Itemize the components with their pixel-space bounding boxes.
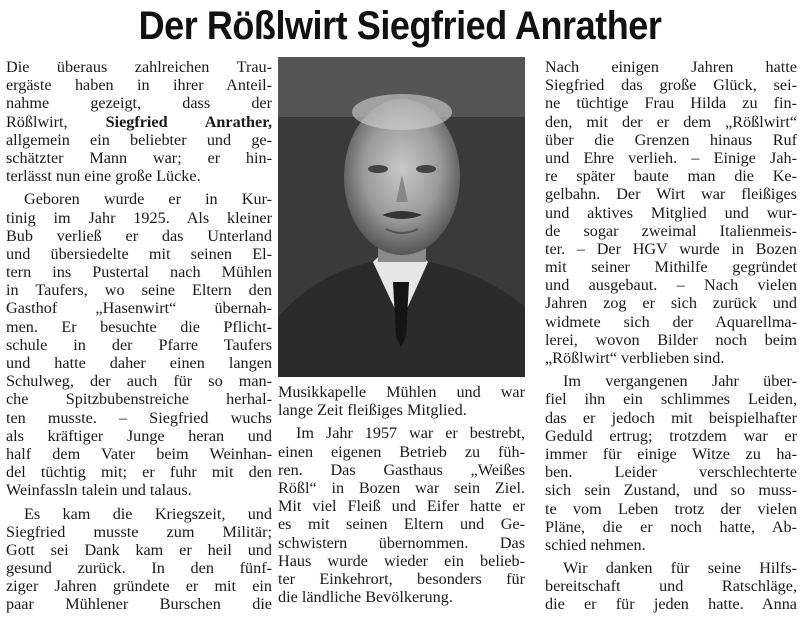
text-line [545,240,797,258]
text-line [545,113,797,131]
text-line [545,577,797,595]
text-line [545,222,797,240]
text-line-content: sich sein Zustand, und so muss- [545,481,797,500]
text-line [545,536,797,554]
text-line-content: lerei, wovon Bilder noch beim [545,330,797,349]
text-line-content: es mit seinen Eltern und Ge- [278,515,525,534]
text-line [545,518,797,536]
text-line [6,445,272,463]
text-line-content: „Rößlwirt“ verblieben sind. [545,349,725,367]
text-line-content: fiel ihn ein schlimmes Leiden, [545,390,797,409]
paragraph [6,505,272,614]
text-line-content: Wir danken für seine Hilfs- [563,559,797,578]
text-line [6,409,272,427]
text-line [545,349,797,367]
text-line-content: Die überaus zahlreichen Trau- [6,58,272,76]
text-line-content: schwistern übernommen. Das [278,533,525,552]
article-column-2 [278,383,525,611]
text-line [545,331,797,349]
text-line-content: Weinfassln talein und talaus. [6,481,192,500]
text-line-content: ben. Leider verschlechterte [545,463,797,482]
text-line [6,481,272,499]
text-line [545,167,797,185]
text-line [6,505,272,523]
text-line [545,185,797,203]
paragraph [6,58,272,185]
text-line [6,190,272,208]
text-line [6,281,272,299]
text-line-content: Gasthof „Hasenwirt“ übernah- [6,299,272,318]
text-line [278,515,525,533]
text-line [6,595,272,613]
text-line [6,559,272,577]
text-line [6,390,272,408]
text-line [6,76,272,94]
text-line-content: bereitschaft und Ratschläge, [545,577,797,596]
text-line [6,523,272,541]
text-line-content: ziger Jahren gründete er mit ein [6,577,272,596]
text-line [545,204,797,222]
text-line-content: Jahren zog er sich zurück und [545,294,797,313]
text-line [278,588,525,606]
text-line [6,94,272,112]
text-line-content: immer für einige Witze zu ha- [545,444,797,463]
text-line [6,299,272,317]
text-line-content: den, mit der er dem „Rößlwirt“ [545,112,797,131]
paragraph [545,58,797,367]
text-line [545,559,797,577]
text-line [545,149,797,167]
text-line [545,427,797,445]
text-line-content: ter. – Der HGV wurde in Bozen [545,239,797,258]
text-line [6,541,272,559]
text-line-content: ergäste haben in ihrer Anteil- [6,76,272,95]
text-line-content: Bub verließ er das Unterland [6,226,272,245]
text-line-content: re später baute man die Ke- [545,167,797,186]
text-line-content: und ausgebaut. – Nach vielen [545,276,797,295]
text-line-content: Im vergangenen Jahr über- [563,372,797,391]
text-line-content: allgemein ein beliebter und ge- [6,130,272,149]
text-line-content: del tüchtig mit; er fuhr mit den [6,463,272,482]
text-line [278,424,525,442]
text-line-content: half dem Vater beim Weinhan- [6,444,272,463]
text-line-content: tinig im Jahr 1925. Als kleiner [6,208,272,227]
text-line-content: und Ehre verlieh. – Einige Jah- [545,148,797,167]
text-line [545,390,797,408]
text-line [6,336,272,354]
text-line-content: nahme gezeigt, dass der [6,94,272,113]
paragraph [278,424,525,606]
text-line-content: schätzter Mann war; er hin- [6,148,272,167]
text-line [545,58,797,76]
text-line [6,227,272,245]
text-line-content: und hatte daher einen langen [6,354,272,372]
text-line [545,313,797,331]
text-line [545,76,797,94]
text-line-content: ne tüchtige Frau Hilda zu fin- [545,94,797,113]
text-line-content: Im Jahr 1957 war er bestrebt, [296,424,525,443]
text-line [6,245,272,263]
text-line [545,372,797,390]
text-line-content: ren. Das Gasthaus „Weißes [278,460,525,479]
text-line-content: gesund zurück. In den fünf- [6,559,272,578]
text-line-content: paar Mühlener Burschen die [6,595,272,614]
text-line-content: und übersiedelte mit seinen El- [6,244,272,263]
text-line [278,497,525,515]
text-line-content: Nach einigen Jahren hatte [545,58,797,76]
text-line [278,383,525,401]
text-line [6,463,272,481]
text-line-content: tern ins Pustertal nach Mühlen [6,263,272,282]
text-line-content: schule in der Pfarre Taufers [6,335,272,354]
article-headline: Der Rößlwirt Siegfried Anrather [138,4,662,48]
text-line [6,167,272,185]
text-line [6,372,272,390]
text-line-content: Rößl“ in Bozen war sein Ziel. [278,478,525,497]
text-line [6,209,272,227]
text-line-content: schied nehmen. [545,535,646,554]
text-line-content: gelbahn. Der Wirt war fleißiges [545,185,797,204]
text-line [6,427,272,445]
text-line [6,58,272,76]
text-line [545,481,797,499]
text-line-content: Rößlwirt, [6,112,106,131]
article-column-1 [6,58,272,619]
text-line [545,595,797,613]
text-line-content: die ländliche Bevölkerung. [278,588,453,607]
text-line-content: Gott sei Dank kam er heil und [6,540,272,559]
text-line-content: de sogar zweimal Italienmeis- [545,221,797,240]
text-line-content: Schulweg, der auch für so man- [6,372,272,391]
text-line [545,276,797,294]
text-line [6,149,272,167]
text-line-content: che Spitzbubenstreiche herhal- [6,390,272,409]
text-line-content: ten musste. – Siegfried wuchs [6,408,272,427]
text-line-content: widmete sich der Aquarellma- [545,312,797,331]
text-line-content: in Taufers, wo seine Eltern den [6,281,272,300]
portrait-photo [278,57,525,377]
paragraph [278,383,525,419]
text-line [545,445,797,463]
paragraph [6,190,272,499]
text-line-content: Siegfried musste zum Militär; [6,522,272,541]
text-line [278,401,525,419]
text-line [278,461,525,479]
text-line-content: Pläne, die er noch hatte, Ab- [545,517,797,536]
text-line [278,443,525,461]
text-line-content: das er jedoch mit beispielhafter [545,408,797,427]
article-column-3 [545,58,797,619]
text-line-content: Musikkapelle Mühlen und war [278,383,525,401]
text-line [6,131,272,149]
text-line-content: als kräftiger Junge heran und [6,426,272,445]
text-line-content: und aktives Mitglied und wur- [545,203,797,222]
text-line [545,463,797,481]
text-line-content: te vom Leben trotz der vielen [545,499,797,518]
text-line-content: Mit viel Fleiß und Eifer hatte er [278,497,525,516]
text-line-content: Siegfried das große Glück, sei- [545,76,797,95]
text-line [6,318,272,336]
text-line-content: men. Er besuchte die Pflicht- [6,317,272,336]
text-line [278,534,525,552]
text-line [278,552,525,570]
text-line [6,263,272,281]
text-line-content: einen eigenen Betrieb zu füh- [278,442,525,461]
text-line-content: über die Grenzen hinaus Ruf [545,130,797,149]
text-line-content: die er für jeden hatte. Anna [545,595,797,614]
text-line [545,131,797,149]
text-line-content: lange Zeit fleißiges Mitglied. [278,401,467,420]
text-line [545,94,797,112]
portrait-image [278,57,525,377]
text-line [545,409,797,427]
text-line [6,113,272,131]
text-line-content: Haus wurde wieder ein belieb- [278,551,525,570]
text-line [278,570,525,588]
text-line [545,258,797,276]
text-line [545,500,797,518]
text-line [6,354,272,372]
text-line-content: Geduld ertrug; trotzdem war er [545,426,797,445]
text-line [6,577,272,595]
text-line-content: terlässt nun eine große Lücke. [6,167,201,186]
paragraph [545,559,797,614]
text-line-content: Geboren wurde er in Kur- [24,190,272,209]
text-line-content: mit seiner Mithilfe gegründet [545,258,797,277]
text-line-content: Es kam die Kriegszeit, und [24,504,272,523]
text-line [278,479,525,497]
paragraph [545,372,797,554]
text-line-content: ter Einkehrort, besonders für [278,569,525,588]
deceased-name: Siegfried Anrather, [105,112,272,131]
text-line [545,294,797,312]
